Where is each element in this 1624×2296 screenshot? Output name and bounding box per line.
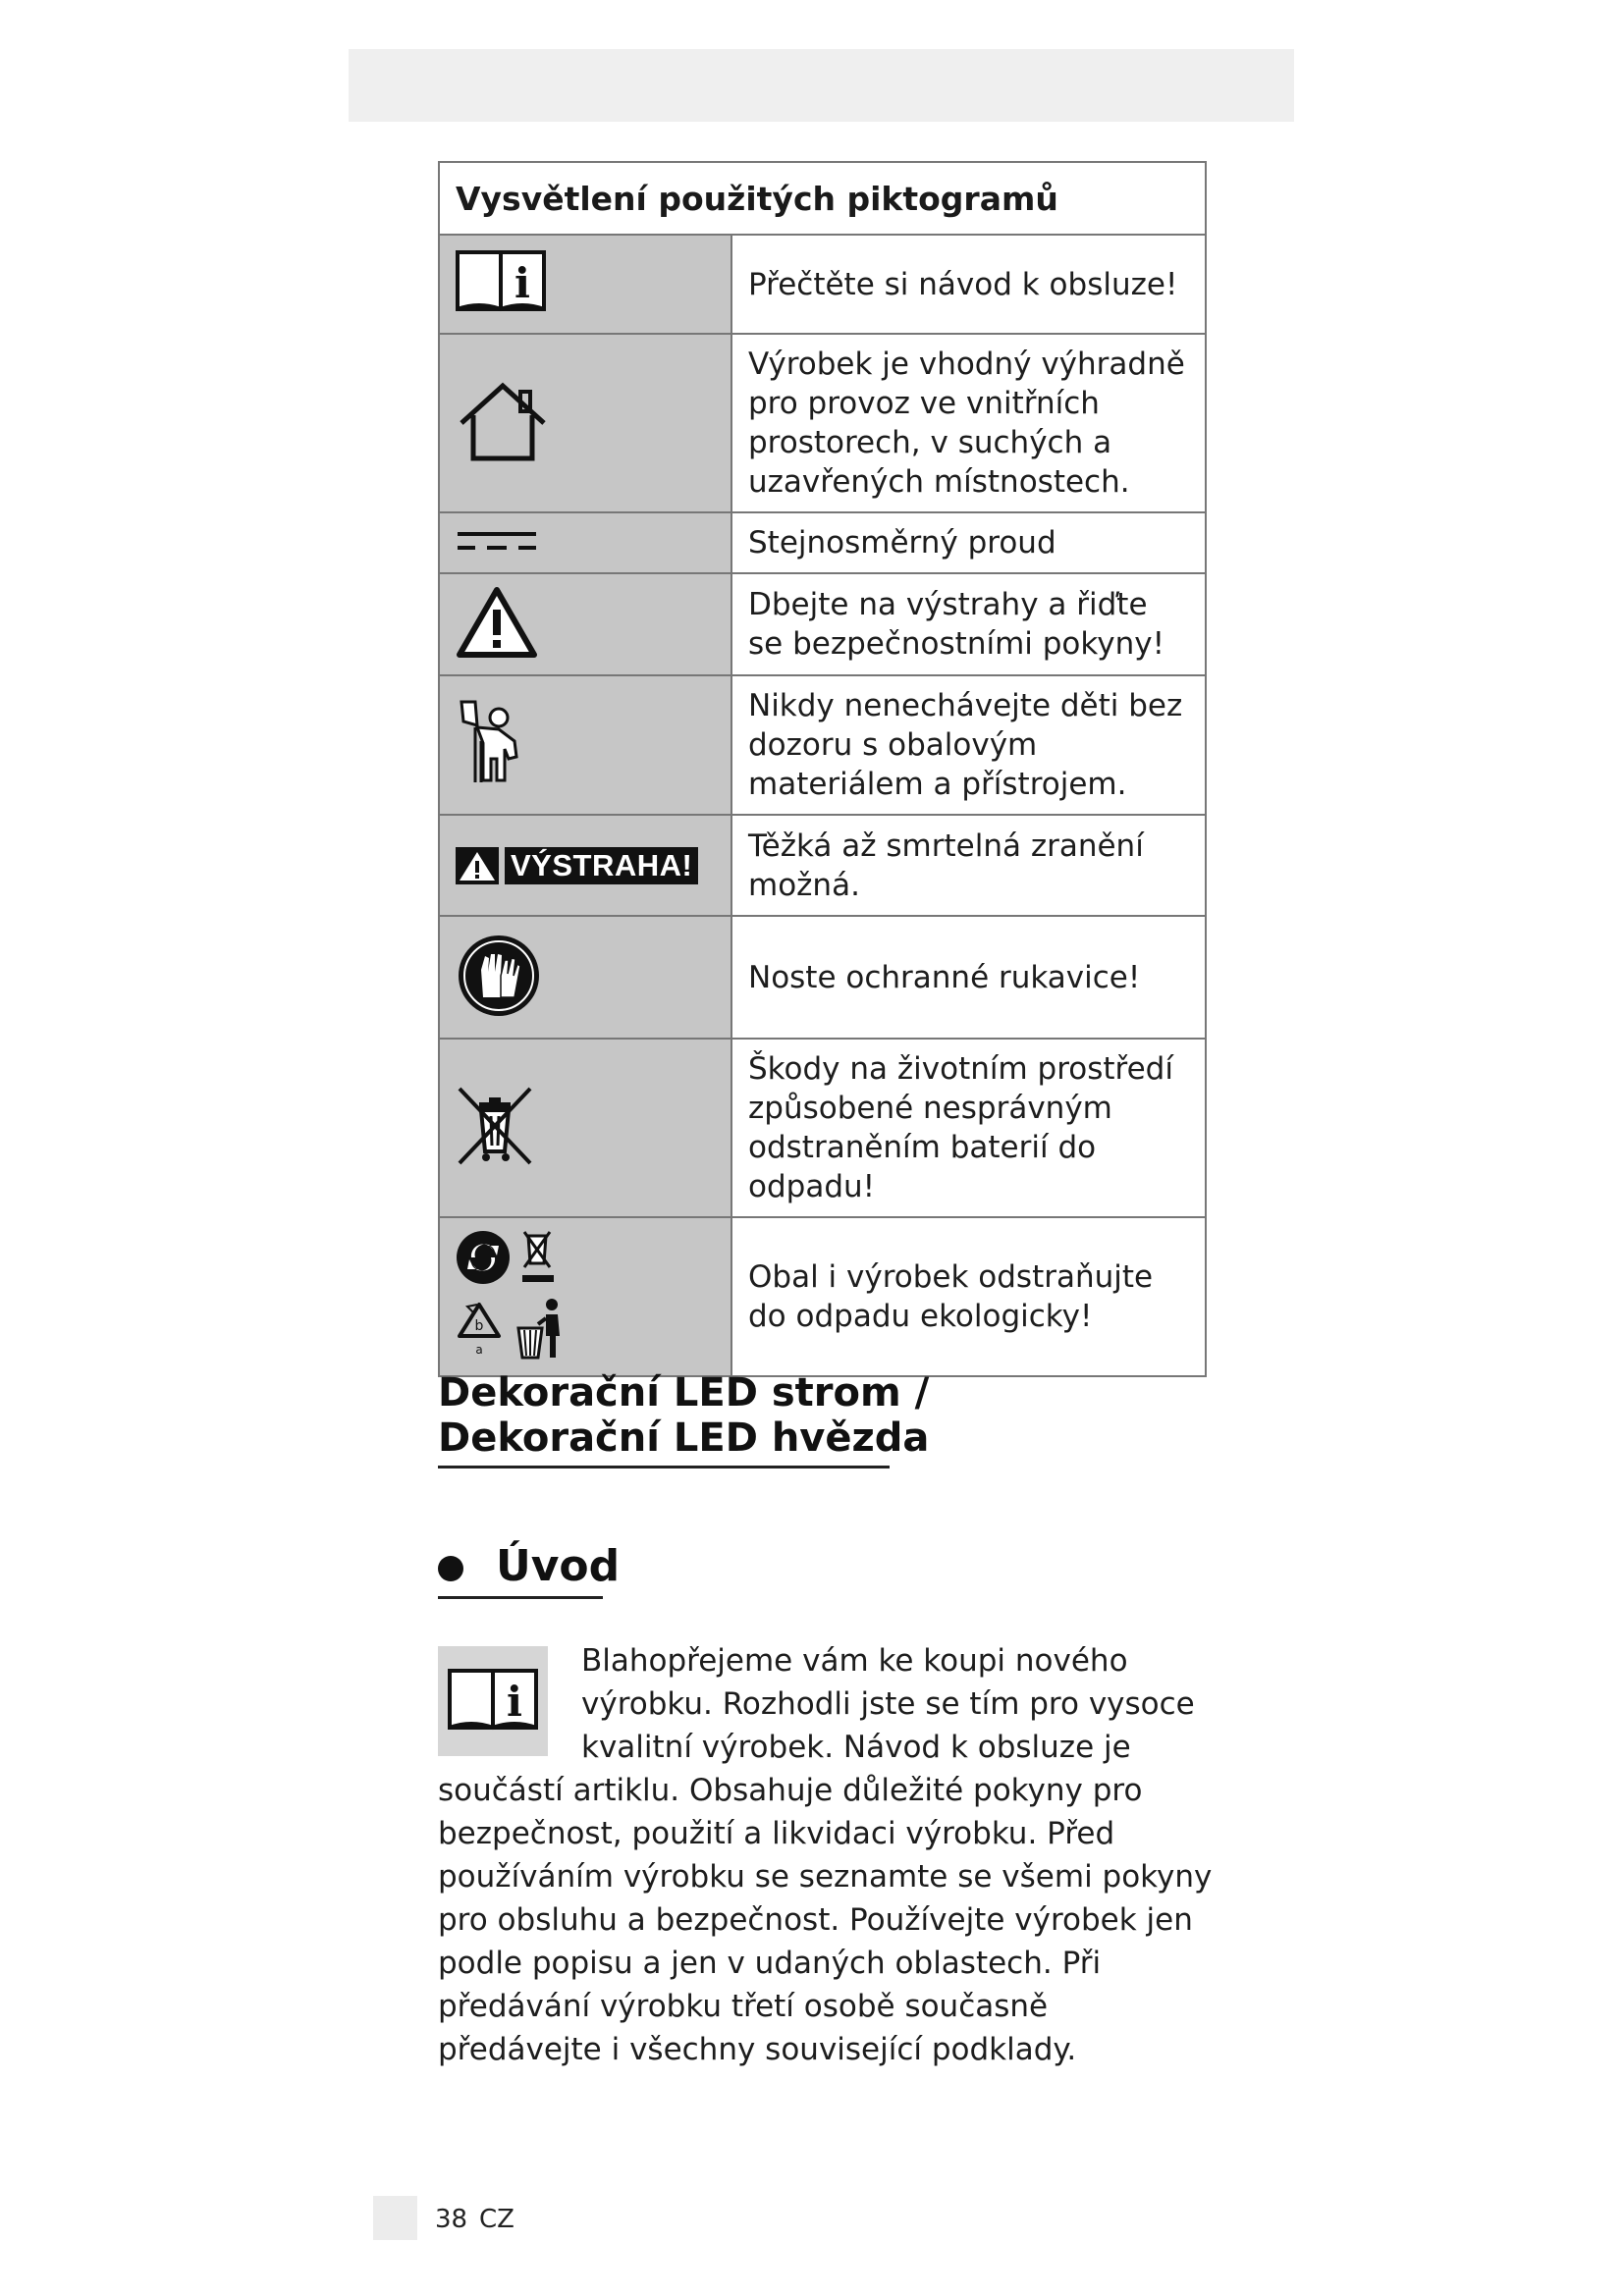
child-supervision-icon	[456, 698, 530, 788]
recycle-letter-b: b	[474, 1318, 484, 1334]
product-title-line1: Dekorační LED strom /	[438, 1370, 930, 1415]
battery-disposal-icon	[456, 1085, 534, 1167]
read-manual-icon	[456, 248, 546, 317]
table-row	[439, 1217, 1206, 1376]
row-text: Stejnosměrný proud	[731, 512, 1206, 573]
tidyman-icon	[518, 1299, 560, 1358]
table-row	[439, 815, 1206, 916]
table-header-row	[439, 162, 1206, 235]
section-underline	[438, 1596, 603, 1599]
intro-text: Blahopřejeme vám ke koupi nového výrobku. Rozhodli jste se tím pro vysoce kvalitní výrobek. Návod k obsluze je součástí artiklu. Obsahuje důležité pokyny pro bezpečnost, použití a likvidaci výrobku. Před používáním výrobku se seznamte se všemi pokyny pro obsluhu a bezpečnost. Používejte výrobek jen podle popisu a jen v udaných oblastech. Při předávání výrobku třetí osobě současně předávejte i všechny související podklady.	[438, 1643, 1213, 2067]
recycling-triangle-icon	[460, 1305, 499, 1357]
green-dot-icon	[457, 1231, 510, 1284]
direct-current-icon	[456, 529, 538, 553]
table-row	[439, 1039, 1206, 1217]
intro-paragraph	[438, 1639, 1214, 2071]
warning-triangle-icon	[456, 586, 538, 659]
row-text: Noste ochranné rukavice!	[731, 916, 1206, 1039]
table-row	[439, 235, 1206, 334]
warning-label-text: VÝSTRAHA!	[505, 847, 698, 884]
table-row	[439, 573, 1206, 675]
table-row	[439, 675, 1206, 815]
table-row	[439, 916, 1206, 1039]
row-text: Výrobek je vhodný výhradně pro provoz ve vnitřních prostorech, v suchých a uzavřených místnostech.	[731, 334, 1206, 512]
table-row	[439, 512, 1206, 573]
recycle-letter-a: a	[475, 1343, 483, 1357]
title-underline	[438, 1466, 890, 1468]
protective-gloves-icon	[456, 933, 542, 1019]
product-title	[438, 1370, 929, 1461]
row-text: Přečtěte si návod k obsluze!	[731, 235, 1206, 334]
pictogram-table	[438, 161, 1207, 1377]
row-text: Obal i výrobek odstraňujte do odpadu ekologicky!	[731, 1217, 1206, 1376]
header-band	[349, 49, 1294, 122]
row-text: Těžká až smrtelná zranění možná.	[731, 815, 1206, 916]
svg-text:i: i	[514, 258, 530, 307]
row-text: Škody na životním prostředí způsobené nesprávným odstraněním baterií do odpadu!	[731, 1039, 1206, 1217]
table-title: Vysvětlení použitých piktogramů	[439, 162, 1206, 235]
product-title-line2: Dekorační LED hvězda	[438, 1415, 930, 1461]
indoor-use-house-icon	[456, 380, 550, 462]
recycling-symbols-icon	[456, 1228, 566, 1362]
page-number: 38	[435, 2205, 468, 2234]
country-code: CZ	[479, 2205, 514, 2234]
warning-triangle-small-icon	[456, 847, 499, 884]
warning-label-icon	[456, 847, 731, 884]
section-title: Úvod	[496, 1541, 621, 1591]
footer-box	[373, 2196, 417, 2240]
table-row	[439, 334, 1206, 512]
section-bullet	[438, 1556, 463, 1581]
svg-text:i: i	[507, 1678, 522, 1726]
row-text: Nikdy nenechávejte děti bez dozoru s obalovým materiálem a přístrojem.	[731, 675, 1206, 815]
row-text: Dbejte na výstrahy a řiďte se bezpečnostními pokyny!	[731, 573, 1206, 675]
crossed-bin-icon	[522, 1232, 554, 1282]
